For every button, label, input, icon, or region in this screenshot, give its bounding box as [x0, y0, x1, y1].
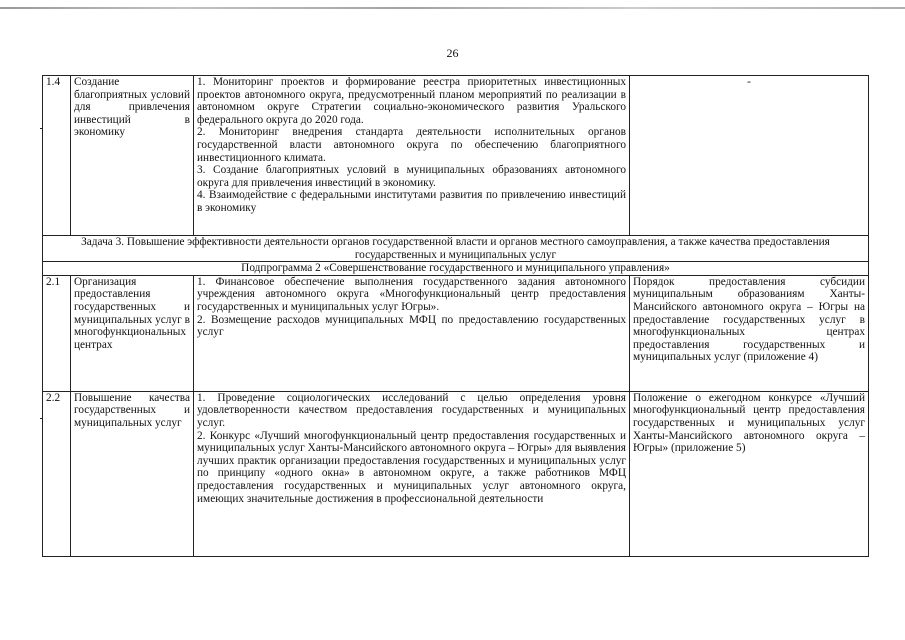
table-row	[43, 76, 869, 236]
measure-content	[194, 391, 630, 556]
measure-item: 1. Проведение социологических исследований с целью определения уровня удовлетворенности качеством предоставления государственных и муниципальных услуг.	[197, 391, 626, 429]
subprogram-2-heading: Подпрограмма 2 «Совершенствование государственного и муниципального управления»	[43, 262, 869, 276]
table-row	[43, 391, 869, 556]
measure-name: Создание благоприятных условий для привлечения инвестиций в экономику	[71, 76, 194, 236]
scan-mark	[40, 418, 43, 419]
row-number: 2.1	[43, 275, 71, 391]
scan-mark	[40, 128, 43, 129]
measure-name: Повышение качества государственных и муниципальных услуг	[71, 391, 194, 556]
scan-top-edge	[0, 7, 905, 9]
subprogram-row	[43, 262, 869, 276]
regulatory-doc: Порядок предоставления субсидии муниципальным образованиям Ханты-Мансийского автономного округа – Югры на предоставление государственных услуг в многофункциональных центрах предоставления государственных и муниципальных услуг (приложение 4)	[630, 275, 869, 391]
measure-item: 2. Мониторинг внедрения стандарта деятельности исполнительных органов государственной власти автономного округа по обеспечению благоприятного инвестиционного климата.	[197, 126, 626, 164]
measure-item: 4. Взаимодействие с федеральными институтами развития по привлечению инвестиций в экономику	[197, 189, 626, 214]
measure-item: 2. Возмещение расходов муниципальных МФЦ по предоставлению государственных услуг	[197, 313, 626, 339]
measure-content	[194, 275, 630, 391]
measure-item: 2. Конкурс «Лучший многофункциональный центр предоставления государственных и муниципальных услуг Ханты-Мансийского автономного округа – Югры» для выявления лучших практик организации предоставления государственных и муниципальных услуг по принципу «одного окна» в автономном округе, а также работников МФЦ предоставления государственных и муниципальных услуг автономного округа, имеющих значительные достижения в профессиональной деятельности	[197, 429, 626, 505]
measure-item: 3. Создание благоприятных условий в муниципальных образованиях автономного округа для привлечения инвестиций в экономику.	[197, 164, 626, 189]
page-number: 26	[446, 46, 459, 60]
program-measures-table	[42, 75, 869, 557]
task-row	[43, 236, 869, 262]
row-number: 1.4	[43, 76, 71, 236]
measure-name: Организация предоставления государственных и муниципальных услуг в многофункциональных центрах	[71, 275, 194, 391]
row-number: 2.2	[43, 391, 71, 556]
regulatory-doc: Положение о ежегодном конкурсе «Лучший многофункциональный центр предоставления государственных и муниципальных услуг Ханты-Мансийского автономного округа – Югры» (приложение 5)	[630, 391, 869, 556]
measure-content	[194, 76, 630, 236]
table-row	[43, 275, 869, 391]
task-3-heading: Задача 3. Повышение эффективности деятельности органов государственной власти и органов местного самоуправления, а также качества предоставления государственных и муниципальных услуг	[43, 236, 869, 262]
regulatory-doc: -	[630, 76, 869, 236]
measure-item: 1. Финансовое обеспечение выполнения государственного задания автономного учреждения автономного округа «Многофункциональный центр предоставления государственных и муниципальных услуг Югры».	[197, 275, 626, 313]
measure-item: 1. Мониторинг проектов и формирование реестра приоритетных инвестиционных проектов автономного округа, предусмотренный планом мероприятий по реализации в автономном округе Стратегии социально-экономического развития Уральского федерального округа до 2020 года.	[197, 76, 626, 126]
